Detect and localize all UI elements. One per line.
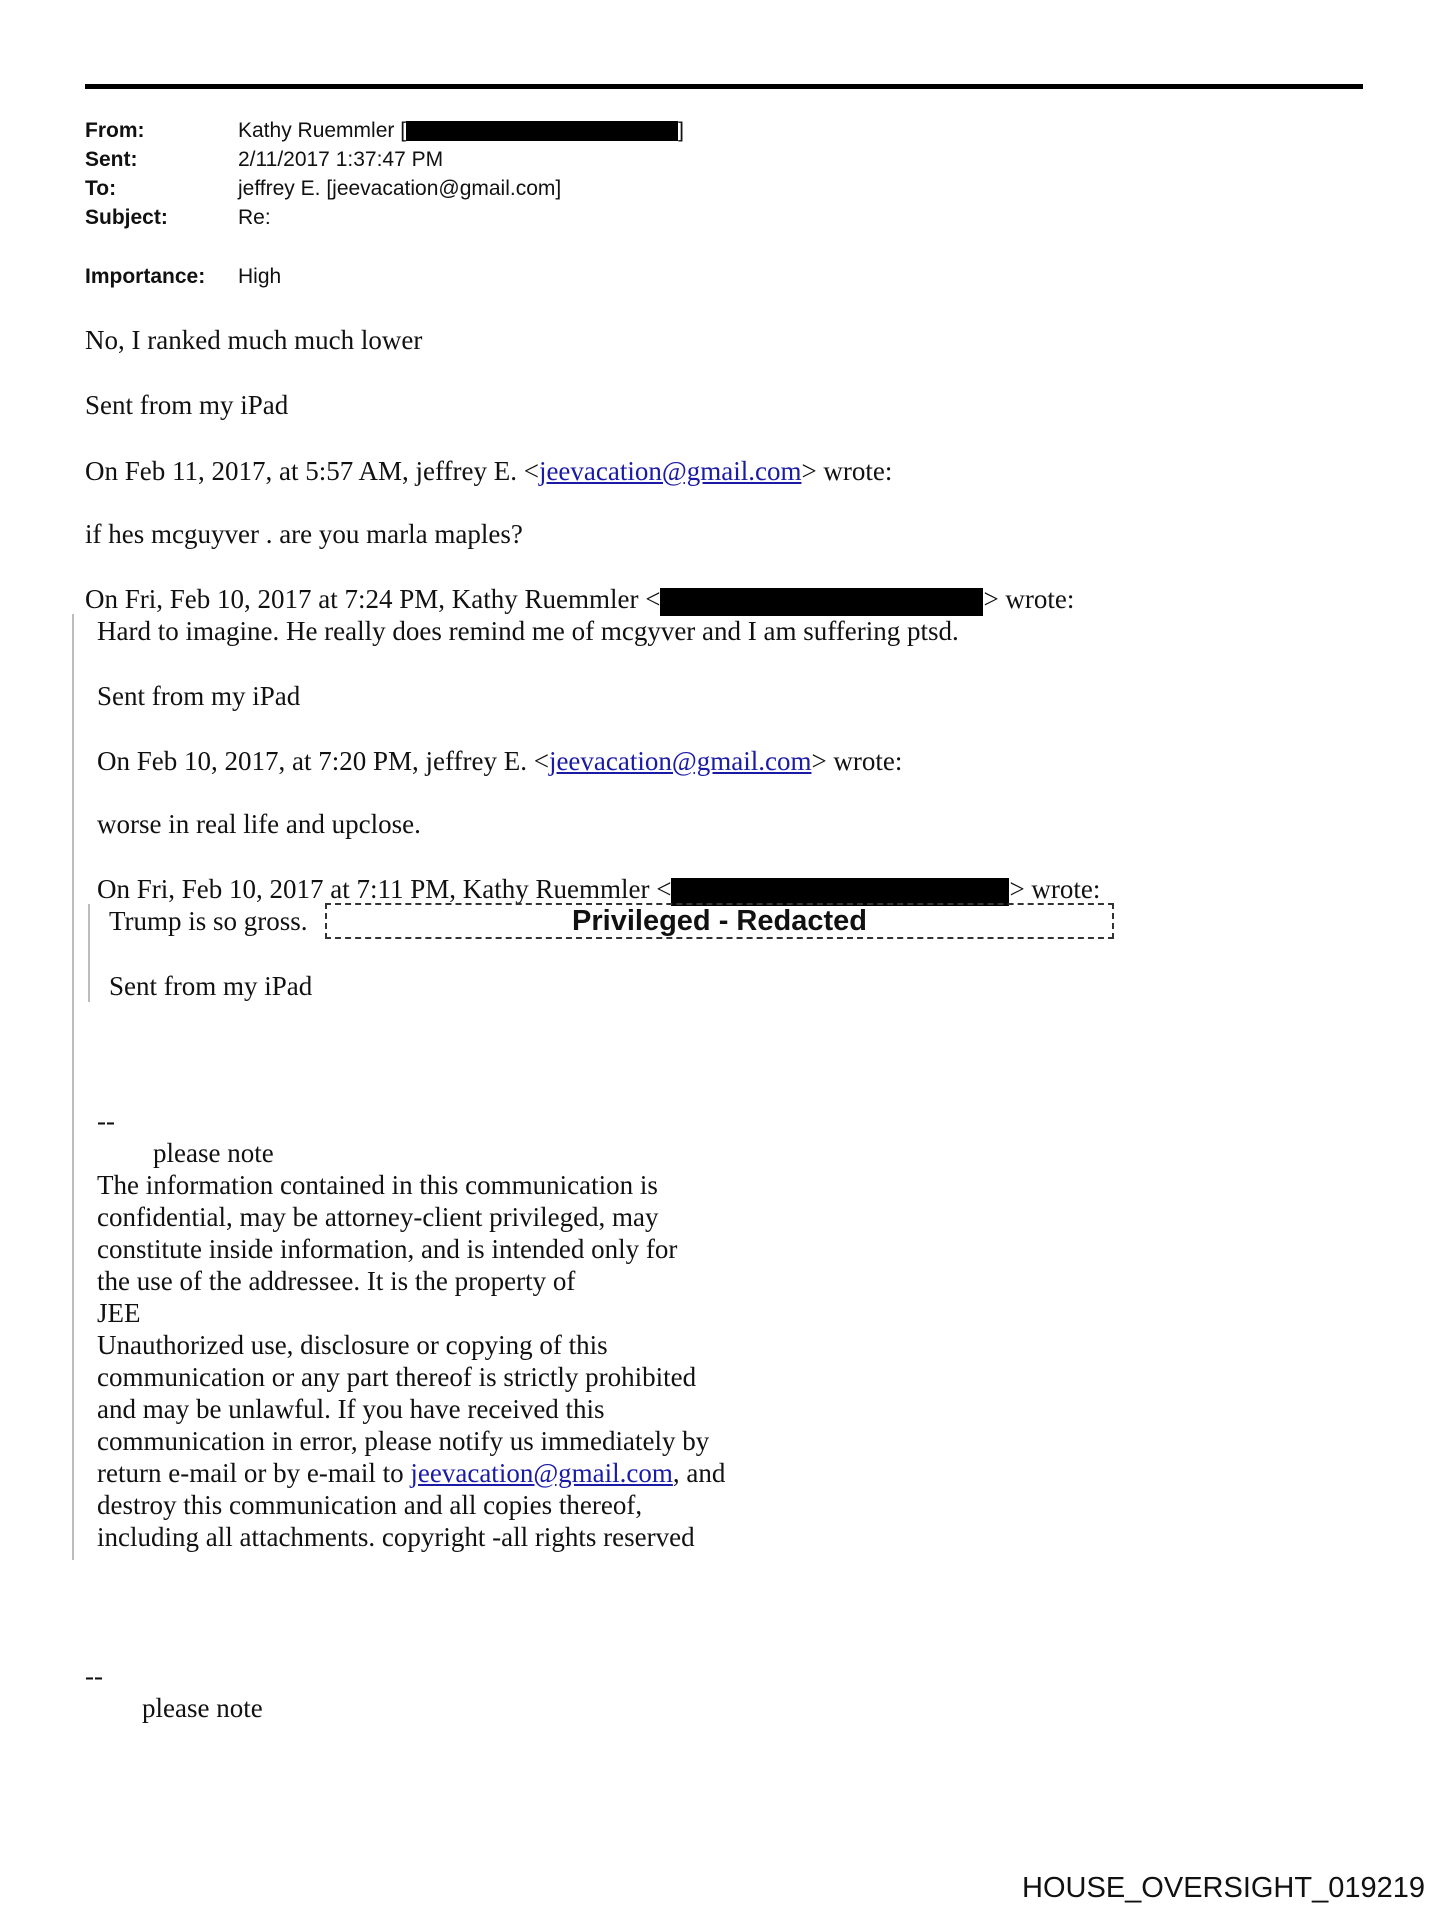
message-text: worse in real life and upclose.	[97, 809, 421, 839]
disclaimer-line: communication or any part thereof is strictly prohibited	[97, 1362, 697, 1392]
top-rule	[85, 84, 1363, 89]
importance-value: High	[238, 265, 282, 288]
please-note: please note	[153, 1138, 274, 1168]
disclaimer-line: JEE	[97, 1298, 141, 1328]
sent-from-ipad: Sent from my iPad	[85, 390, 289, 420]
from-bracket-close: ]	[678, 119, 684, 142]
reply-text: No, I ranked much much lower	[85, 325, 423, 355]
subject-value: Re:	[238, 206, 271, 229]
email-link[interactable]: jeevacation@gmail.com	[410, 1458, 673, 1488]
quote-header-3: On Feb 10, 2017, at 7:20 PM, jeffrey E. <jeevacation@gmail.com> wrote:	[97, 746, 903, 776]
quote-bar	[72, 614, 74, 1560]
disclaimer-line: destroy this communication and all copies thereof,	[97, 1490, 643, 1520]
importance-label: Importance:	[85, 265, 206, 288]
bates-number: HOUSE_OVERSIGHT_019219	[1022, 1872, 1425, 1904]
disclaimer-line: communication in error, please notify us immediately by	[97, 1426, 710, 1456]
disclaimer-line: return e-mail or by e-mail to jeevacation@gmail.com, and	[97, 1458, 726, 1488]
redaction-box	[660, 588, 983, 616]
quote-bar	[88, 904, 90, 1002]
quote-header-4: On Fri, Feb 10, 2017 at 7:11 PM, Kathy Ruemmler < > wrote:	[97, 874, 1101, 904]
from-label: From:	[85, 119, 145, 142]
to-value: jeffrey E. [jeevacation@gmail.com]	[238, 177, 562, 200]
message-text: Hard to imagine. He really does remind me of mcgyver and I am suffering ptsd.	[97, 616, 959, 646]
from-bracket-open: [	[400, 119, 407, 142]
sent-value: 2/11/2017 1:37:47 PM	[238, 148, 444, 171]
disclaimer-line: the use of the addressee. It is the property of	[97, 1266, 576, 1296]
redaction-box	[671, 878, 1009, 906]
sent-label: Sent:	[85, 148, 138, 171]
redaction-box	[406, 121, 678, 141]
disclaimer-line: confidential, may be attorney-client privileged, may	[97, 1202, 659, 1232]
signature-dashes: --	[85, 1661, 103, 1691]
quote-header-2: On Fri, Feb 10, 2017 at 7:24 PM, Kathy Ruemmler < > wrote:	[85, 584, 1075, 614]
disclaimer-line: The information contained in this communication is	[97, 1170, 658, 1200]
from-value	[238, 118, 684, 144]
disclaimer-line: constitute inside information, and is intended only for	[97, 1234, 678, 1264]
disclaimer-line: Unauthorized use, disclosure or copying of this	[97, 1330, 608, 1360]
from-name: Kathy Ruemmler	[238, 119, 395, 142]
email-link[interactable]: jeevacation@gmail.com	[538, 456, 802, 486]
sent-from-ipad: Sent from my iPad	[97, 681, 301, 711]
to-label: To:	[85, 177, 117, 200]
email-link[interactable]: jeevacation@gmail.com	[548, 746, 812, 776]
disclaimer-line: and may be unlawful. If you have received this	[97, 1394, 605, 1424]
privileged-redacted-box: Privileged - Redacted	[325, 903, 1114, 939]
subject-label: Subject:	[85, 206, 168, 229]
disclaimer-line: including all attachments. copyright -all rights reserved	[97, 1522, 695, 1552]
message-text: if hes mcguyver . are you marla maples?	[85, 519, 523, 549]
signature-dashes: --	[97, 1106, 115, 1136]
message-text: Trump is so gross.	[109, 906, 308, 936]
please-note: please note	[142, 1693, 263, 1723]
sent-from-ipad: Sent from my iPad	[109, 971, 313, 1001]
quote-header-1: On Feb 11, 2017, at 5:57 AM, jeffrey E. <jeevacation@gmail.com> wrote:	[85, 456, 893, 486]
